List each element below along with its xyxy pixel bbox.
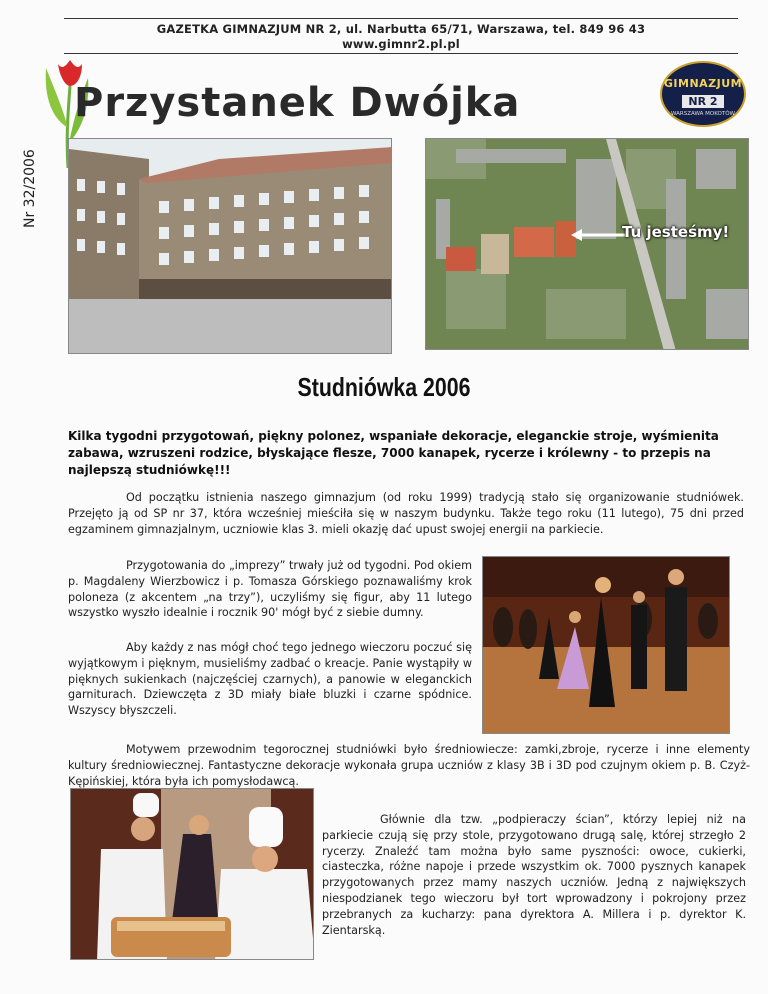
school-logo <box>660 61 746 127</box>
header-rule-top <box>64 18 738 19</box>
issue-number: Nr 32/2006 <box>22 149 38 228</box>
logo-line3: WARSZAWA MOKOTÓW <box>671 111 735 117</box>
paragraph-3: Aby każdy z nas mógł choć tego jednego wieczoru poczuć się wyjątkowym i pięknym, musieliśmy zadbać o kreacje. Panie wystąpiły w pięknych sukienkach (najczęściej czarnych), a panowie w eleganckich garniturach. Dziewczęta z 3D miały białe bluzki i czarne spódnice. Wszyscy błyszczeli. <box>68 641 472 718</box>
logo-line2: NR 2 <box>682 95 723 108</box>
map-caption: Tu jesteśmy! <box>622 223 730 241</box>
article-lead: Kilka tygodni przygotowań, piękny polonez, wspaniałe dekoracje, eleganckie stroje, wyśmienita zabawa, wzruszeni rodzice, błyskające flesze, 7000 kanapek, rycerze i królewny - to przepis na najlepszą studniówkę!!! <box>68 429 719 477</box>
cake-cutting-photo <box>70 788 314 960</box>
paragraph-5: Głównie dla tzw. „podpieraczy ścian”, którzy lepiej niż na parkiecie czują się przy stole, przygotowano drugą salę, której strzegło 2 rycerzy. Znaleźć tam można było same pyszności: owoce, cukierki, ciasteczka, różne napoje i przede wszystkim ok. 7000 pysznych kanapek przygotowanych przez mamy naszych uczniów. Jedną z największych niespodzianek tego wieczoru był tort wprowadzony i pokrojony przez przebranych za kucharzy: pana dyrektora A. Millera i p. dyrektor K. Zientarską. <box>322 813 746 937</box>
logo-line1: GIMNAZJUM <box>663 77 743 90</box>
article-title: Studniówka 2006 <box>297 372 471 402</box>
paragraph-2: Przygotowania do „imprezy” trwały już od tygodni. Pod okiem p. Magdaleny Wierzbowicz i p. Tomasza Górskiego poznawaliśmy krok poloneza (z akcentem „na trzy”), uczyliśmy się figur, aby 11 lutego wszystko wyszło idealnie i rocznik 90' mógł być z siebie dumny. <box>68 559 472 620</box>
header-rule-bottom <box>64 53 738 54</box>
aerial-map-photo <box>425 138 749 350</box>
header-website: www.gimnr2.pl.pl <box>342 37 460 51</box>
school-building-photo <box>68 138 392 354</box>
polonaise-dance-photo <box>482 556 730 734</box>
masthead-title: Przystanek Dwójka <box>74 80 521 126</box>
paragraph-4: Motywem przewodnim tegorocznej studniówki było średniowiecze: zamki,zbroje, rycerze i inne elementy kultury średniowiecznej. Fantastyczne dekoracje wykonała grupa uczniów z klasy 3B i 3D pod czujnym okiem p. B. Czyż-Kępińskiej, która była ich pomysłodawcą. <box>68 743 750 788</box>
header-address: GAZETKA GIMNAZJUM NR 2, ul. Narbutta 65/71, Warszawa, tel. 849 96 43 <box>156 22 646 36</box>
paragraph-1: Od początku istnienia naszego gimnazjum (od roku 1999) tradycją stało się organizowanie studniówek. Przejęto ją od SP nr 37, która wcześniej mieściła się w naszym budynku. Także tego roku (11 lutego), 75 dni przed egzaminem gimnazjalnym, uczniowie klas 3. mieli okazję dać upust swojej energii na parkiecie. <box>68 491 744 536</box>
